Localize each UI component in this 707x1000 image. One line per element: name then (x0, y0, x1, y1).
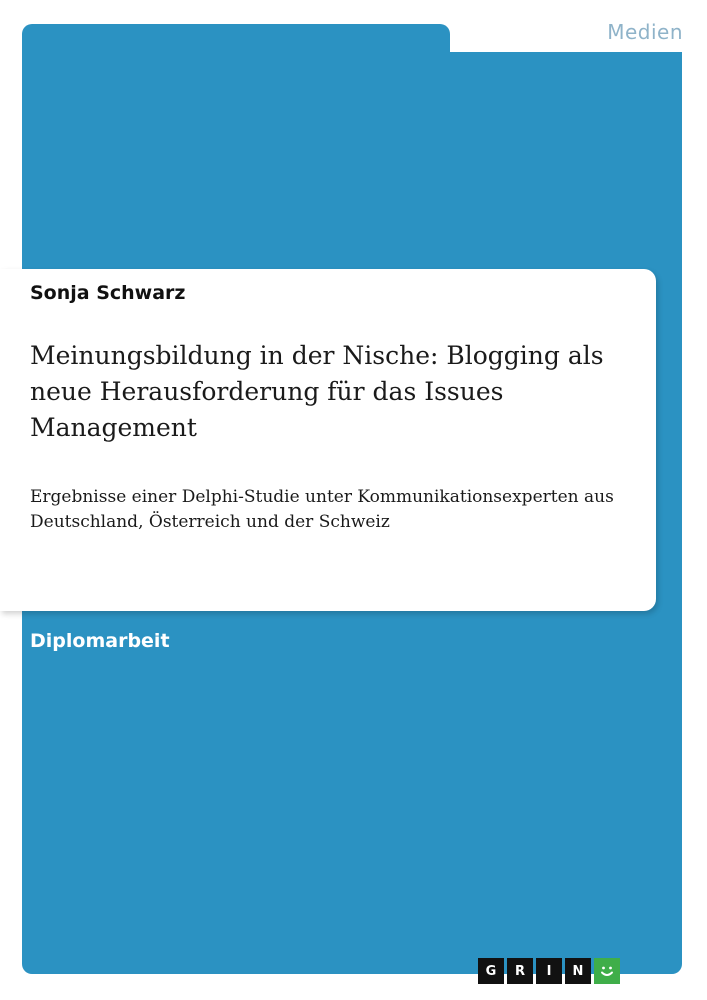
logo-letter-i: I (536, 958, 562, 984)
smile-icon (594, 958, 620, 984)
logo-letter-r: R (507, 958, 533, 984)
book-subtitle: Ergebnisse einer Delphi-Studie unter Kommunikationsexperten aus Deutschland, Österreich und der Schweiz (30, 487, 614, 532)
book-title: Meinungsbildung in der Nische: Blogging als neue Herausforderung für das Issues Management (30, 341, 604, 442)
logo-letter-g: G (478, 958, 504, 984)
author-name: Sonja Schwarz (30, 282, 186, 304)
grin-logo (478, 958, 620, 984)
logo-letter-n: N (565, 958, 591, 984)
document-type: Diplomarbeit (30, 630, 170, 652)
category-label: Medien (607, 20, 683, 44)
